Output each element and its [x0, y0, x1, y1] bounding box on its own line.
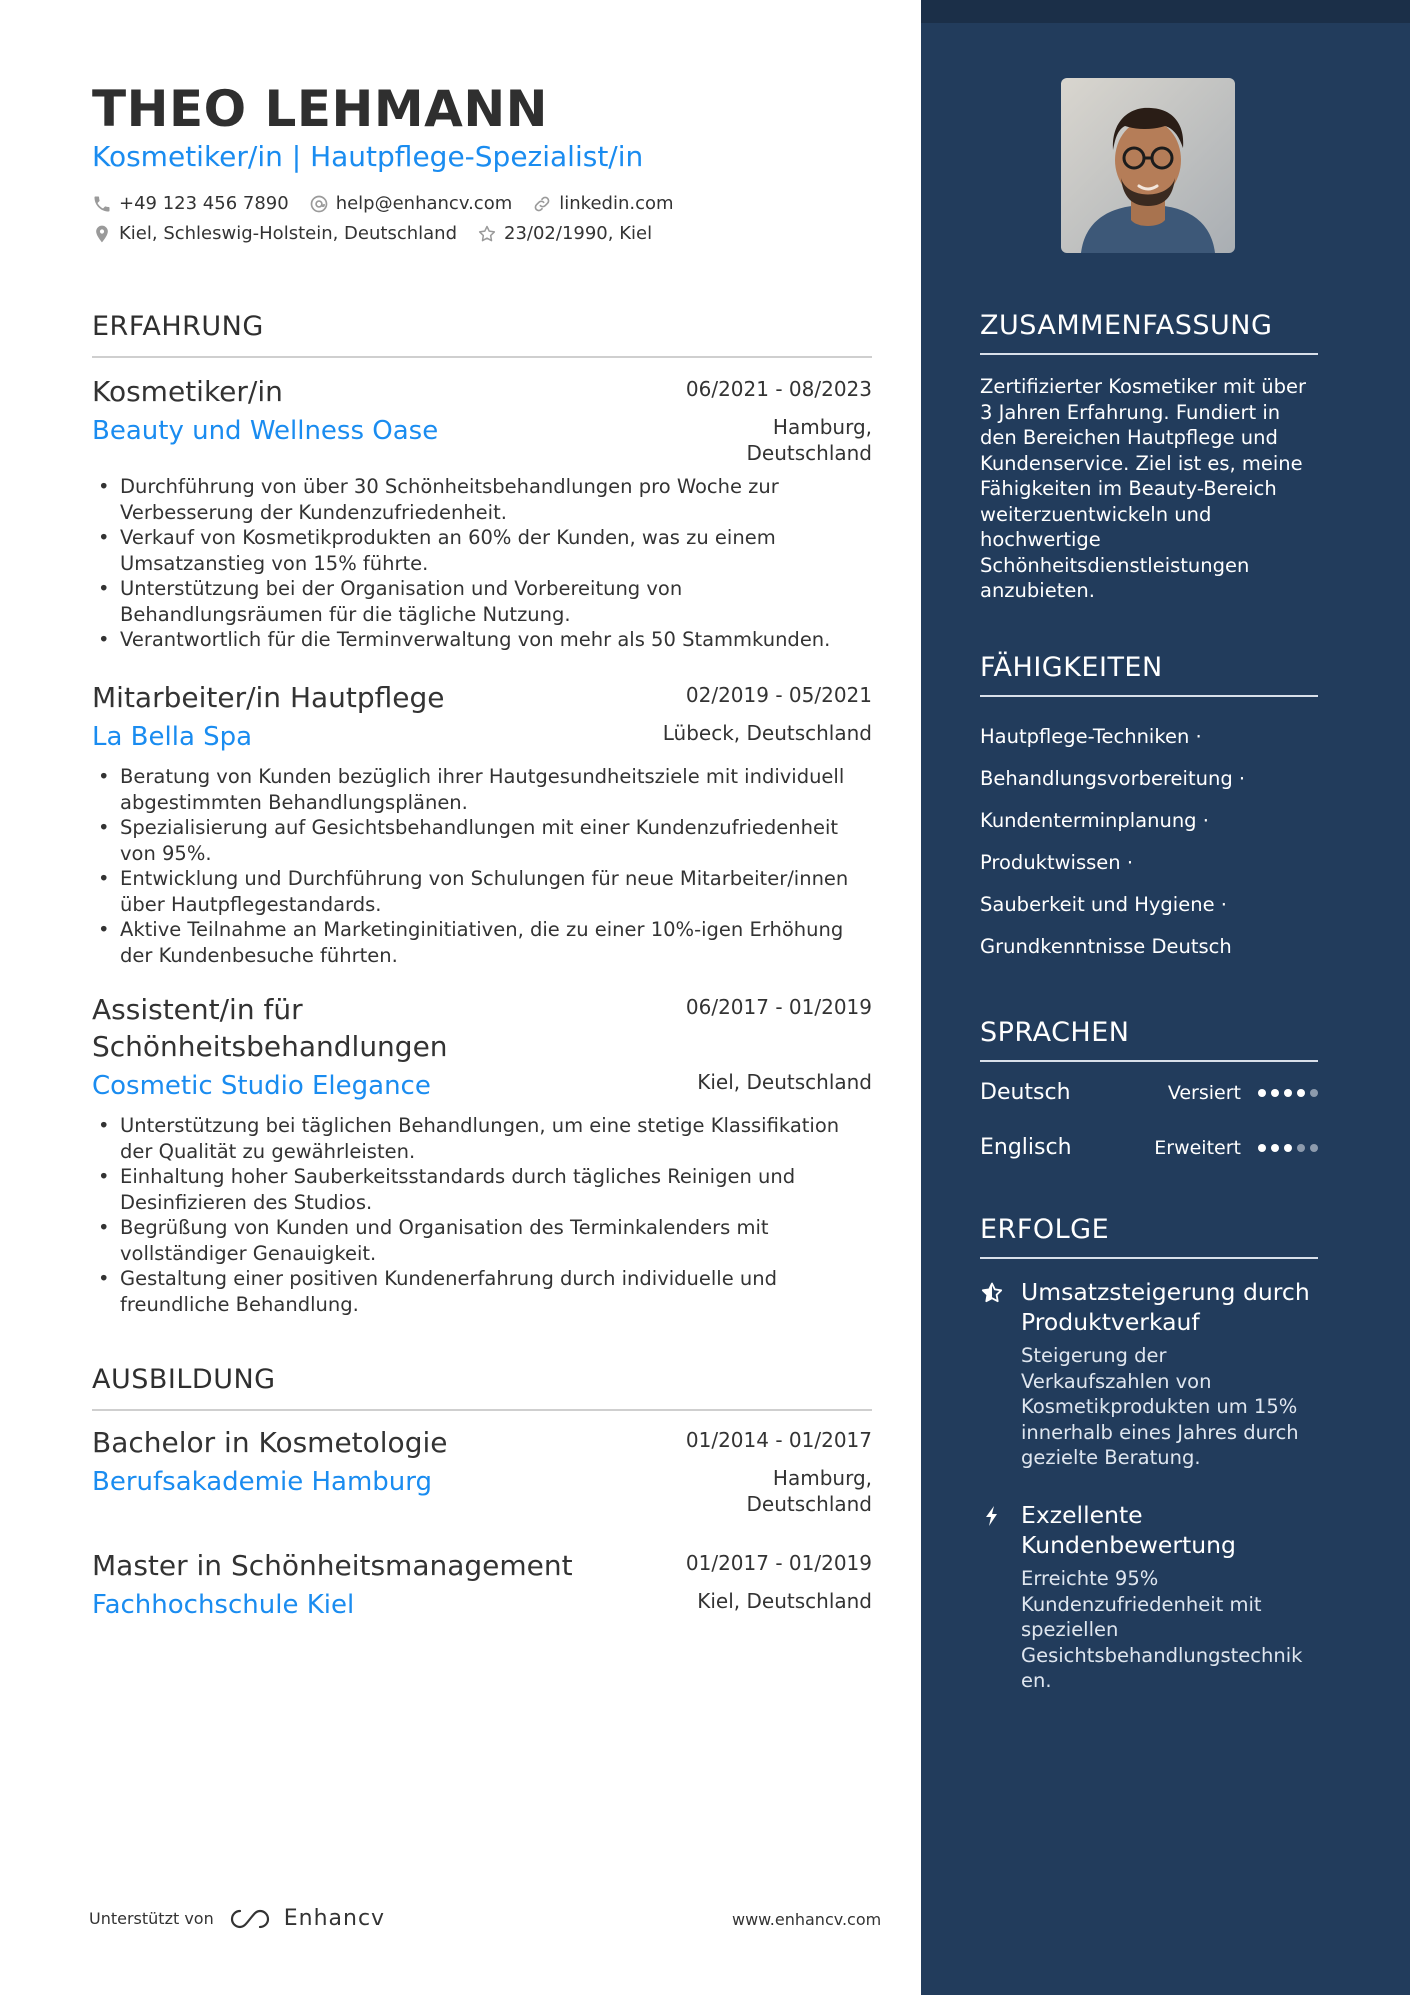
rating-dot-filled	[1271, 1144, 1279, 1152]
rating-dot-filled	[1258, 1089, 1266, 1097]
rating-dot-empty	[1297, 1144, 1305, 1152]
language-level: Versiert	[1167, 1081, 1241, 1104]
language-row	[980, 1080, 1318, 1105]
contact-birth	[477, 223, 652, 244]
school-name[interactable]: Berufsakademie Hamburg	[92, 1467, 433, 1497]
contact-phone	[92, 193, 289, 214]
experience-entry	[92, 991, 872, 1317]
job-role: Mitarbeiter/in Hautpflege	[92, 681, 445, 714]
rating-dot-empty	[1310, 1144, 1318, 1152]
job-bullet: • Begrüßung von Kunden und Organisation des Terminkalenders mit vollständiger Genauigkeit.	[92, 1215, 872, 1266]
achievement-item	[980, 1277, 1318, 1471]
footer-url[interactable]: www.enhancv.com	[732, 1910, 882, 1929]
degree-name: Master in Schönheitsmanagement	[92, 1549, 573, 1582]
powered-by-text: Unterstützt von	[89, 1909, 214, 1928]
location-pin-icon	[92, 224, 112, 244]
star-icon	[980, 1281, 1004, 1305]
job-dates: 06/2017 - 01/2019	[685, 995, 872, 1019]
job-bullet: • Beratung von Kunden bezüglich ihrer Hautgesundheitsziele mit individuell abgestimmten Behandlungsplänen.	[92, 764, 872, 815]
enhancv-logo-icon	[226, 1907, 274, 1931]
portrait-image	[1061, 78, 1235, 253]
skill-item: Behandlungsvorbereitung ·	[980, 767, 1246, 790]
job-bullet: • Einhaltung hoher Sauberkeitsstandards durch tägliches Reinigen und Desinfizieren des Studios.	[92, 1164, 872, 1215]
sidebar-top-band	[921, 0, 1410, 23]
skill-item: Sauberkeit und Hygiene ·	[980, 893, 1227, 916]
candidate-title: Kosmetiker/in | Hautpflege-Spezialist/in	[92, 140, 644, 173]
job-bullet: • Aktive Teilnahme an Marketinginitiativen, die zu einer 10%-igen Erhöhung der Kundenbesuche führten.	[92, 917, 872, 968]
footer-brand: Enhancv	[283, 1906, 386, 1931]
sidebar	[921, 0, 1410, 1995]
job-bullet: • Durchführung von über 30 Schönheitsbehandlungen pro Woche zur Verbesserung der Kundenzufriedenheit.	[92, 474, 872, 525]
job-location: Hamburg, Deutschland	[746, 415, 872, 465]
location-text: Kiel, Schleswig-Holstein, Deutschland	[119, 223, 458, 244]
achievement-desc: Steigerung der Verkaufszahlen von Kosmetikprodukten um 15% innerhalb eines Jahres durch gezielte Beratung.	[1021, 1344, 1299, 1469]
education-location: Kiel, Deutschland	[697, 1589, 872, 1613]
contact-location	[92, 223, 457, 244]
job-bullet: • Unterstützung bei täglichen Behandlungen, um eine stetige Klassifikation der Qualität zu gewährleisten.	[92, 1113, 872, 1164]
language-rating	[1253, 1144, 1318, 1152]
education-dates: 01/2017 - 01/2019	[685, 1551, 872, 1575]
lightning-icon	[980, 1504, 1004, 1528]
rating-dot-filled	[1284, 1089, 1292, 1097]
achievements-heading: ERFOLGE	[980, 1214, 1318, 1259]
education-location: Hamburg, Deutschland	[746, 1466, 872, 1516]
language-name: Englisch	[980, 1135, 1072, 1160]
experience-entry	[92, 373, 872, 653]
birth-text: 23/02/1990, Kiel	[504, 223, 653, 244]
skill-item: Hautpflege-Techniken ·	[980, 725, 1202, 748]
job-role: Assistent/in für Schönheitsbehandlungen	[92, 993, 448, 1063]
degree-name: Bachelor in Kosmetologie	[92, 1426, 448, 1459]
education-heading: AUSBILDUNG	[92, 1364, 872, 1411]
rating-dot-filled	[1297, 1089, 1305, 1097]
languages-heading: SPRACHEN	[980, 1017, 1318, 1062]
education-entry	[92, 1547, 872, 1622]
website-text: linkedin.com	[559, 193, 674, 214]
contact-website[interactable]	[532, 193, 673, 214]
at-icon	[309, 194, 329, 214]
achievement-desc: Erreichte 95% Kundenzufriedenheit mit speziellen Gesichtsbehandlungstechnik en.	[1021, 1567, 1303, 1692]
contact-row-2	[92, 223, 672, 244]
language-rating	[1253, 1089, 1318, 1097]
rating-dot-filled	[1258, 1144, 1266, 1152]
phone-icon	[92, 194, 112, 214]
phone-text: +49 123 456 7890	[119, 193, 289, 214]
job-bullet: • Verkauf von Kosmetikprodukten an 60% der Kunden, was zu einem Umsatzanstieg von 15% führte.	[92, 525, 872, 576]
skill-item: Produktwissen ·	[980, 851, 1134, 874]
skills-heading: FÄHIGKEITEN	[980, 652, 1318, 697]
job-location: Kiel, Deutschland	[697, 1070, 872, 1094]
contact-email[interactable]	[309, 193, 513, 214]
summary-heading: ZUSAMMENFASSUNG	[980, 310, 1318, 355]
language-name: Deutsch	[980, 1080, 1071, 1105]
achievement-title: Exzellente Kundenbewertung	[1021, 1501, 1236, 1559]
skills-list	[980, 716, 1318, 968]
job-bullet: • Gestaltung einer positiven Kundenerfahrung durch individuelle und freundliche Behandlung.	[92, 1266, 872, 1317]
profile-photo	[1061, 78, 1235, 253]
language-level: Erweitert	[1154, 1136, 1241, 1159]
job-bullet: • Spezialisierung auf Gesichtsbehandlungen mit einer Kundenzufriedenheit von 95%.	[92, 815, 872, 866]
experience-entry	[92, 679, 872, 968]
company-name[interactable]: Cosmetic Studio Elegance	[92, 1071, 431, 1101]
skill-item: Grundkenntnisse Deutsch	[980, 935, 1232, 958]
footer-powered-by	[89, 1906, 385, 1931]
rating-dot-filled	[1284, 1144, 1292, 1152]
education-dates: 01/2014 - 01/2017	[685, 1428, 872, 1452]
company-name[interactable]: La Bella Spa	[92, 722, 253, 752]
achievement-title: Umsatzsteigerung durch Produktverkauf	[1021, 1278, 1310, 1336]
achievement-item	[980, 1500, 1318, 1694]
rating-dot-filled	[1271, 1089, 1279, 1097]
link-icon	[532, 194, 552, 214]
job-dates: 06/2021 - 08/2023	[685, 377, 872, 401]
email-text: help@enhancv.com	[335, 193, 513, 214]
star-outline-icon	[477, 224, 497, 244]
job-bullet: • Verantwortlich für die Terminverwaltung von mehr als 50 Stammkunden.	[92, 627, 872, 653]
job-dates: 02/2019 - 05/2021	[685, 683, 872, 707]
job-location: Lübeck, Deutschland	[662, 721, 872, 745]
education-entry	[92, 1424, 872, 1517]
job-bullet: • Entwicklung und Durchführung von Schulungen für neue Mitarbeiter/innen über Hautpflegestandards.	[92, 866, 872, 917]
skill-item: Kundenterminplanung ·	[980, 809, 1209, 832]
job-role: Kosmetiker/in	[92, 375, 283, 408]
summary-text: Zertifizierter Kosmetiker mit über 3 Jahren Erfahrung. Fundiert in den Bereichen Hautpflege und Kundenservice. Ziel ist es, meine Fähigkeiten im Beauty-Bereich weiterzuentwickeln und hochwertige Schönheitsdienstleistungen anzubieten.	[980, 375, 1307, 602]
candidate-name: THEO LEHMANN	[92, 80, 549, 138]
school-name[interactable]: Fachhochschule Kiel	[92, 1590, 355, 1620]
job-bullet: • Unterstützung bei der Organisation und Vorbereitung von Behandlungsräumen für die tägliche Nutzung.	[92, 576, 872, 627]
experience-heading: ERFAHRUNG	[92, 311, 872, 358]
rating-dot-empty	[1310, 1089, 1318, 1097]
company-name[interactable]: Beauty und Wellness Oase	[92, 416, 439, 446]
contact-row-1	[92, 193, 694, 214]
language-row	[980, 1135, 1318, 1160]
